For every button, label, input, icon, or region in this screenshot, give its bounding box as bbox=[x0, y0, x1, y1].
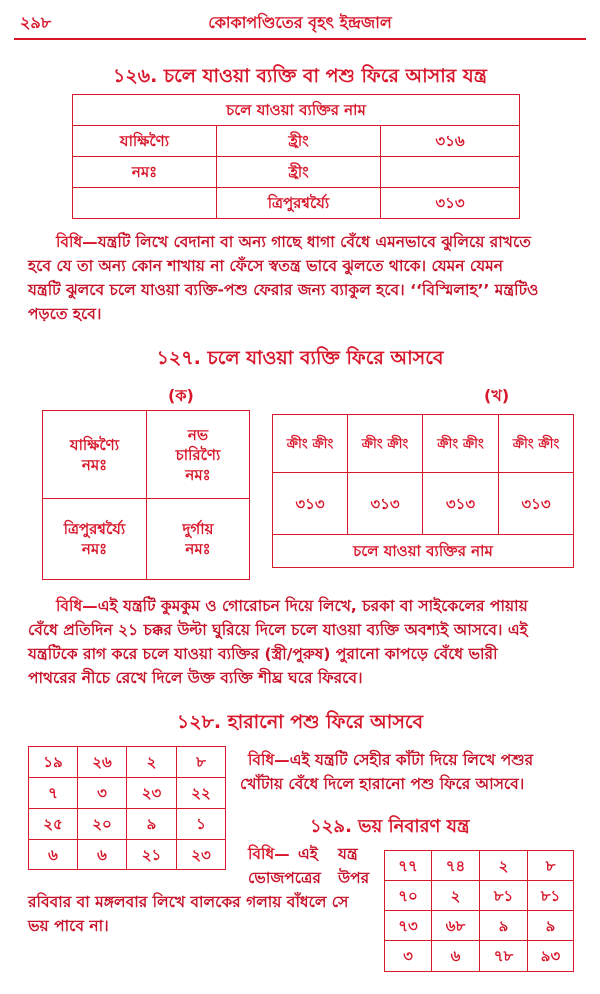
paragraph-word: উপর bbox=[338, 869, 370, 887]
paragraph-line: হবে যে তা অন্য কোন শাখায় না ফেঁসে স্বতন্ত্র ভাবে ঝুলতে থাকে। যেমন যেমন bbox=[28, 257, 504, 275]
paragraph-line: যন্ত্রটি ঝুলবে চলে যাওয়া ব্যক্তি-পশু ফেরার জন্য ব্যাকুল হবে। ‘‘বিস্মিলাহ’’ মন্ত্রটিও bbox=[28, 281, 539, 299]
paragraph-line: পড়তে হবে। bbox=[28, 305, 102, 323]
grid-cell: ২১ bbox=[127, 840, 177, 870]
grid-cell: ৩১৩ bbox=[499, 473, 574, 535]
grid-cell: ২ bbox=[480, 851, 528, 881]
table-cell: ৩১৩ bbox=[381, 188, 520, 219]
paragraph-line: বেঁধে প্রতিদিন ২১ চক্কর উল্টা ঘুরিয়ে দিলে চলে যাওয়া ব্যক্তি অবশ্যই আসবে। এই bbox=[28, 621, 528, 639]
grid-cell: ১৯ bbox=[29, 747, 78, 778]
grid-cell: ৩১৩ bbox=[348, 473, 423, 535]
paragraph-line: যন্ত্রটিকে রাগ করে চলে যাওয়া ব্যক্তির (স্ত্রী/পুরুষ) পুরানো কাপড়ে বেঁধে ভারী bbox=[28, 645, 498, 663]
yantra-127-ka-grid bbox=[42, 410, 250, 580]
grid-cell: ৩১৩ bbox=[273, 473, 348, 535]
section-129-title: ১২৯. ভয় নিবারণ যন্ত্র bbox=[310, 816, 470, 837]
grid-cell: ৭৪ bbox=[432, 851, 480, 881]
cell-line: যাক্ষিণ্যৈ bbox=[69, 435, 120, 454]
yantra-127-kha-grid bbox=[272, 414, 574, 568]
page-number: ২৯৮ bbox=[20, 13, 52, 32]
grid-footer-cell: চলে যাওয়া ব্যক্তির নাম bbox=[273, 535, 574, 568]
grid-cell: ৭৭ bbox=[385, 851, 432, 881]
paragraph-line: যন্ত্রটি লিখে বেদানা বা অন্য গাছে ধাগা বেঁধে এমনভাবে ঝুলিয়ে রাখতে bbox=[97, 233, 531, 251]
grid-cell: ৬ bbox=[432, 941, 480, 972]
cell-line: নমঃ bbox=[81, 455, 108, 474]
grid-cell bbox=[43, 499, 147, 580]
paragraph-line: ভয় পাবে না। bbox=[28, 917, 109, 935]
grid-cell: ৯ bbox=[480, 911, 528, 941]
section-126-title: ১২৬. চলে যাওয়া ব্যক্তি বা পশু ফিরে আসার যন্ত্র bbox=[113, 65, 487, 87]
cell-line: চারিণ্যৈ bbox=[175, 445, 221, 464]
grid-cell bbox=[147, 499, 250, 580]
grid-cell: ৮১ bbox=[480, 881, 528, 911]
grid-cell: ২৩ bbox=[177, 840, 226, 870]
grid-cell: ৮ bbox=[528, 851, 574, 881]
table-cell: যাক্ষিণ্যৈ bbox=[73, 126, 217, 157]
grid-cell: ৯ bbox=[127, 809, 177, 840]
paragraph-line: এই যন্ত্রটি কুমকুম ও গোরোচন দিয়ে লিখে, চরকা বা সাইকেলের পায়ায় bbox=[97, 597, 528, 615]
grid-cell: ৭০ bbox=[385, 881, 432, 911]
grid-cell: ৬ bbox=[29, 840, 78, 870]
section-128-instructions bbox=[240, 748, 580, 796]
paragraph-line: রবিবার বা মঙ্গলবার লিখে বালকের গলায় বাঁধলে সে bbox=[28, 893, 349, 911]
vidhi-label: বিধি— bbox=[248, 845, 290, 863]
table-cell: নমঃ bbox=[73, 157, 217, 188]
table-cell bbox=[381, 157, 520, 188]
grid-cell bbox=[147, 411, 250, 499]
cell-line: নমঃ bbox=[81, 540, 108, 558]
table-cell: ৩১৬ bbox=[381, 126, 520, 157]
grid-cell: ৩১৩ bbox=[423, 473, 499, 535]
table-cell: হ্রীং bbox=[217, 157, 381, 188]
grid-cell: ৭৩ bbox=[385, 911, 432, 941]
grid-cell: ৭৮ bbox=[480, 941, 528, 972]
paragraph-line: খোঁটায় বেঁধে দিলে হারানো পশু ফিরে আসবে। bbox=[240, 775, 525, 793]
grid-cell: ৩ bbox=[78, 778, 127, 809]
table-cell: হ্রীং bbox=[217, 126, 381, 157]
grid-cell: ৮ bbox=[177, 747, 226, 778]
table-cell bbox=[73, 188, 217, 219]
paragraph-word: এই bbox=[298, 845, 318, 863]
grid-cell: ৬ bbox=[78, 840, 127, 870]
grid-cell: ৭ bbox=[29, 778, 78, 809]
section-127-instructions bbox=[28, 594, 580, 690]
grid-cell: ৯৩ bbox=[528, 941, 574, 972]
grid-cell: ২ bbox=[432, 881, 480, 911]
running-title: কোকাপণ্ডিতের বৃহৎ ইন্দ্রজাল bbox=[208, 13, 392, 32]
vidhi-label: বিধি— bbox=[56, 233, 98, 251]
cell-line: ত্রিপুরশ্বর্য্যৈ bbox=[63, 520, 126, 538]
table-cell: ত্রিপুরশ্বর্য্যৈ bbox=[217, 188, 381, 219]
grid-cell: ২৩ bbox=[127, 778, 177, 809]
grid-cell bbox=[43, 411, 147, 499]
grid-cell: ৩ bbox=[385, 941, 432, 972]
grid-cell: ২৬ bbox=[78, 747, 127, 778]
table-header-cell: চলে যাওয়া ব্যক্তির নাম bbox=[73, 95, 520, 126]
section-128-title: ১২৮. হারানো পশু ফিরে আসবে bbox=[176, 711, 424, 733]
vidhi-label: বিধি— bbox=[56, 597, 98, 615]
grid-cell: ক্রীং ক্রীং bbox=[348, 415, 423, 473]
grid-cell: ২ bbox=[127, 747, 177, 778]
label-ka: (ক) bbox=[168, 386, 194, 405]
grid-cell: ৮১ bbox=[528, 881, 574, 911]
section-127-title: ১২৭. চলে যাওয়া ব্যক্তি ফিরে আসবে bbox=[156, 347, 444, 369]
grid-cell: ২৫ bbox=[29, 809, 78, 840]
cell-line: নমঃ bbox=[185, 540, 211, 558]
yantra-129-grid bbox=[384, 850, 574, 972]
cell-line: নভ bbox=[187, 425, 209, 444]
grid-cell: ৬৮ bbox=[432, 911, 480, 941]
grid-cell: ৯ bbox=[528, 911, 574, 941]
grid-cell: ১ bbox=[177, 809, 226, 840]
grid-cell: ২২ bbox=[177, 778, 226, 809]
section-129-instructions bbox=[28, 842, 378, 938]
label-kha: (খ) bbox=[484, 386, 510, 405]
vidhi-label: বিধি— bbox=[248, 751, 290, 769]
grid-cell: ক্রীং ক্রীং bbox=[423, 415, 499, 473]
section-126-instructions bbox=[28, 230, 580, 326]
yantra-126-table bbox=[72, 94, 520, 219]
paragraph-word: যন্ত্র bbox=[338, 845, 358, 863]
paragraph-word: ভোজপত্রের bbox=[248, 869, 321, 887]
header-rule bbox=[14, 38, 586, 40]
paragraph-line: এই যন্ত্রটি সেহীর কাঁটা দিয়ে লিখে পশুর bbox=[289, 751, 534, 769]
grid-cell: ক্রীং ক্রীং bbox=[273, 415, 348, 473]
cell-line: দুর্গায় bbox=[182, 520, 214, 538]
paragraph-line: পাথরের নীচে রেখে দিলে উক্ত ব্যক্তি শীঘ্র ঘরে ফিরবে। bbox=[28, 669, 363, 687]
cell-line: নমঃ bbox=[185, 465, 211, 484]
grid-cell: ক্রীং ক্রীং bbox=[499, 415, 574, 473]
grid-cell: ২০ bbox=[78, 809, 127, 840]
